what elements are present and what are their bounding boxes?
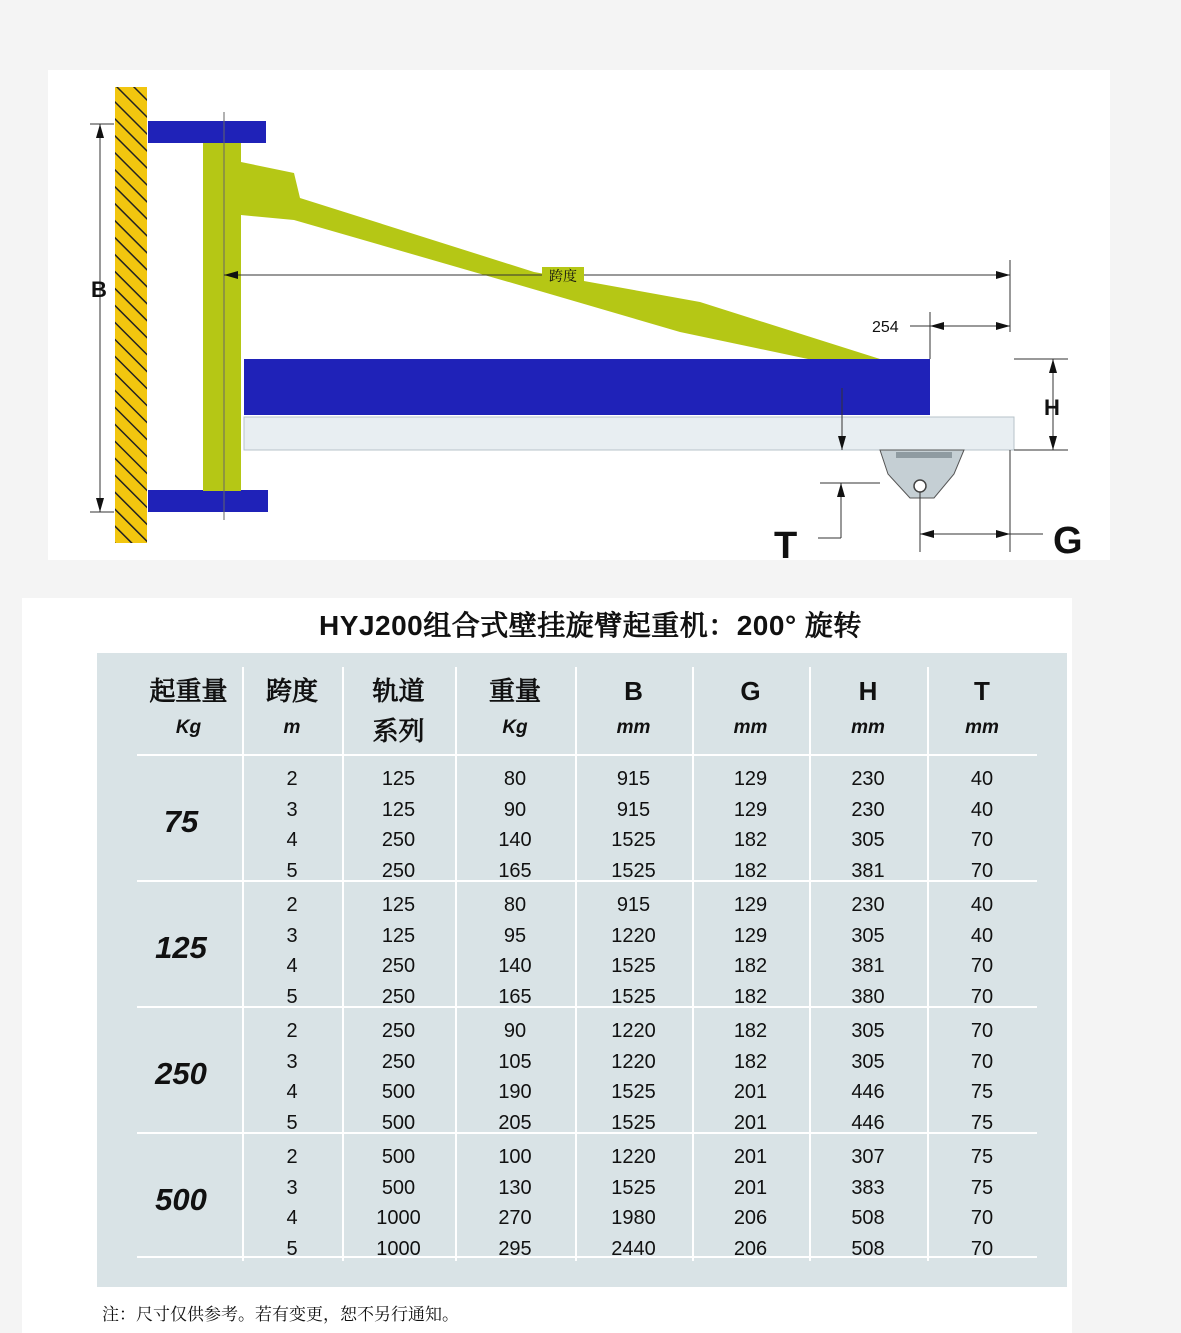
column-header-1 bbox=[242, 671, 342, 739]
column-header-unit: mm bbox=[965, 717, 999, 738]
table-cell: 250 bbox=[381, 859, 416, 882]
table-cell: 80 bbox=[503, 894, 527, 916]
table-cell: 250 bbox=[381, 955, 416, 977]
column-header-label: H bbox=[858, 676, 878, 706]
table-cell: 182 bbox=[733, 1020, 768, 1042]
main-beam bbox=[244, 359, 930, 415]
table-cell: 75 bbox=[970, 1081, 994, 1103]
table-cell: 201 bbox=[733, 1146, 768, 1168]
table-cell: 1000 bbox=[376, 1207, 421, 1229]
table-cell: 3 bbox=[286, 1176, 298, 1199]
table-cell: 125 bbox=[381, 768, 416, 790]
column-header-label: 跨度 bbox=[265, 676, 318, 706]
column-header-label: 轨道 系列 bbox=[372, 676, 425, 746]
table-cell: 182 bbox=[733, 859, 768, 882]
table-cell: 508 bbox=[851, 1207, 885, 1229]
table-cell: 40 bbox=[970, 894, 994, 916]
column-header-unit: mm bbox=[733, 717, 768, 738]
table-cell: 70 bbox=[970, 1207, 994, 1229]
page-title: HYJ200组合式壁挂旋臂起重机：200° 旋转 bbox=[319, 610, 862, 641]
table-cell: 70 bbox=[970, 829, 994, 851]
table-cell: 915 bbox=[616, 768, 651, 790]
column bbox=[203, 143, 241, 491]
column-header-label: T bbox=[974, 676, 990, 706]
table-cell: 305 bbox=[851, 829, 885, 851]
column-header-label: G bbox=[740, 676, 761, 706]
table-cell: 1525 bbox=[611, 859, 656, 882]
table-cell: 1525 bbox=[611, 1081, 656, 1103]
table-cell: 1525 bbox=[611, 955, 656, 977]
table-cell: 182 bbox=[733, 829, 768, 851]
table-cell: 1525 bbox=[611, 1176, 656, 1199]
table-cell: 75 bbox=[970, 1146, 994, 1168]
table-cell: 500 bbox=[381, 1111, 416, 1134]
column-header-unit: Kg bbox=[502, 717, 528, 738]
table-cell: 381 bbox=[851, 859, 885, 882]
column-header-label: 重量 bbox=[488, 676, 541, 706]
table-cell: 915 bbox=[616, 894, 651, 916]
table-cell: 4 bbox=[286, 829, 298, 851]
table-cell: 915 bbox=[616, 798, 651, 821]
dim-B-label: B bbox=[91, 277, 107, 302]
table-cell: 182 bbox=[733, 1050, 768, 1073]
table-cell: 230 bbox=[851, 894, 885, 916]
table-cell: 125 bbox=[381, 894, 416, 916]
table-cell: 165 bbox=[498, 985, 532, 1008]
table-cell: 230 bbox=[851, 798, 885, 821]
column-header-5 bbox=[692, 671, 809, 739]
table-cell: 500 bbox=[381, 1081, 416, 1103]
column-header-7 bbox=[927, 671, 1037, 739]
table-cell: 125 bbox=[381, 798, 416, 821]
table-cell: 500 bbox=[381, 1146, 416, 1168]
table-cell: 70 bbox=[970, 1020, 994, 1042]
table-cell: 4 bbox=[286, 1207, 298, 1229]
table-cell: 70 bbox=[970, 1050, 994, 1073]
capacity-value: 75 bbox=[163, 804, 199, 839]
table-cell: 4 bbox=[286, 1081, 298, 1103]
table-cell: 5 bbox=[286, 859, 298, 882]
capacity-value: 500 bbox=[155, 1182, 207, 1217]
table-cell: 3 bbox=[286, 1050, 298, 1073]
capacity-value: 125 bbox=[155, 930, 207, 965]
table-cell: 446 bbox=[851, 1111, 885, 1134]
table-cell: 182 bbox=[733, 985, 768, 1008]
column-header-label: B bbox=[624, 676, 643, 706]
table-cell: 305 bbox=[851, 924, 885, 947]
table-cell: 2 bbox=[286, 1020, 298, 1042]
trolley bbox=[880, 450, 964, 498]
table-cell: 4 bbox=[286, 955, 298, 977]
table-cell: 2 bbox=[286, 768, 298, 790]
table-cell: 381 bbox=[851, 955, 885, 977]
table-cell: 1525 bbox=[611, 829, 656, 851]
column-header-3 bbox=[455, 671, 575, 739]
table-cell: 129 bbox=[733, 894, 768, 916]
table-cell: 80 bbox=[503, 768, 527, 790]
table-cell: 5 bbox=[286, 985, 298, 1008]
table-cell: 70 bbox=[970, 859, 994, 882]
column-header-4 bbox=[575, 671, 692, 739]
table-cell: 40 bbox=[970, 768, 994, 790]
column-header-unit: mm bbox=[616, 717, 651, 738]
table-cell: 250 bbox=[381, 829, 416, 851]
column-header-label: 起重量 bbox=[149, 676, 228, 706]
table-cell: 90 bbox=[503, 798, 527, 821]
dim-T-label: T bbox=[774, 525, 798, 560]
table-cell: 201 bbox=[733, 1111, 768, 1134]
table-cell: 125 bbox=[381, 924, 416, 947]
table-cell: 205 bbox=[498, 1111, 532, 1134]
table-cell: 75 bbox=[970, 1111, 994, 1134]
table-cell: 165 bbox=[498, 859, 532, 882]
table-cell: 1220 bbox=[611, 1146, 656, 1168]
table-cell: 70 bbox=[970, 985, 994, 1008]
table-cell: 250 bbox=[381, 985, 416, 1008]
table-cell: 129 bbox=[733, 798, 768, 821]
table-cell: 446 bbox=[851, 1081, 885, 1103]
table-cell: 70 bbox=[970, 955, 994, 977]
table-cell: 105 bbox=[498, 1050, 532, 1073]
table-cell: 1220 bbox=[611, 924, 656, 947]
table-cell: 380 bbox=[851, 985, 885, 1008]
table-cell: 1525 bbox=[611, 985, 656, 1008]
bottom-plate bbox=[148, 490, 268, 512]
table-cell: 508 bbox=[851, 1237, 885, 1260]
span-label: 跨度 bbox=[549, 268, 577, 284]
table-cell: 182 bbox=[733, 955, 768, 977]
table-cell: 3 bbox=[286, 924, 298, 947]
table-cell: 295 bbox=[498, 1237, 532, 1260]
spec-table bbox=[97, 653, 1067, 1287]
table-cell: 75 bbox=[970, 1176, 994, 1199]
rail bbox=[244, 417, 1014, 450]
table-cell: 201 bbox=[733, 1081, 768, 1103]
table-cell: 305 bbox=[851, 1020, 885, 1042]
crane-diagram bbox=[48, 70, 1110, 560]
column-header-unit: mm bbox=[851, 717, 885, 738]
table-cell: 1980 bbox=[611, 1207, 656, 1229]
dim-254-label: 254 bbox=[872, 319, 899, 336]
table-cell: 1525 bbox=[611, 1111, 656, 1134]
table-cell: 129 bbox=[733, 924, 768, 947]
table-cell: 1000 bbox=[376, 1237, 421, 1260]
table-cell: 140 bbox=[498, 955, 532, 977]
table-cell: 230 bbox=[851, 768, 885, 790]
wall-hatch bbox=[115, 87, 147, 543]
dim-G-label: G bbox=[1053, 520, 1083, 560]
top-plate bbox=[148, 121, 266, 143]
table-cell: 40 bbox=[970, 924, 994, 947]
column-header-unit: m bbox=[283, 717, 301, 738]
table-cell: 129 bbox=[733, 768, 768, 790]
table-cell: 270 bbox=[498, 1207, 532, 1229]
row-divider bbox=[137, 754, 1037, 756]
table-cell: 95 bbox=[503, 924, 527, 947]
table-cell: 130 bbox=[498, 1176, 532, 1199]
column-header-0 bbox=[135, 671, 242, 739]
diagonal-arm bbox=[241, 162, 880, 359]
table-cell: 140 bbox=[498, 829, 532, 851]
table-cell: 250 bbox=[381, 1050, 416, 1073]
table-cell: 2 bbox=[286, 894, 298, 916]
table-cell: 5 bbox=[286, 1111, 298, 1134]
table-cell: 40 bbox=[970, 798, 994, 821]
table-cell: 2 bbox=[286, 1146, 298, 1168]
column-header-unit: Kg bbox=[175, 717, 202, 738]
table-cell: 70 bbox=[970, 1237, 994, 1260]
table-cell: 305 bbox=[851, 1050, 885, 1073]
table-cell: 1220 bbox=[611, 1050, 656, 1073]
table-cell: 90 bbox=[503, 1020, 527, 1042]
table-cell: 2440 bbox=[611, 1237, 656, 1260]
dim-H-label: H bbox=[1044, 395, 1060, 420]
table-cell: 1220 bbox=[611, 1020, 656, 1042]
table-cell: 206 bbox=[733, 1207, 768, 1229]
table-cell: 5 bbox=[286, 1237, 298, 1260]
table-cell: 100 bbox=[498, 1146, 532, 1168]
table-cell: 307 bbox=[851, 1146, 885, 1168]
table-cell: 500 bbox=[381, 1176, 416, 1199]
column-header-2 bbox=[342, 671, 455, 751]
table-cell: 250 bbox=[381, 1020, 416, 1042]
footnote: 注：尺寸仅供参考。若有变更，恕不另行通知。 bbox=[102, 1305, 459, 1325]
table-cell: 190 bbox=[498, 1081, 532, 1103]
table-cell: 383 bbox=[851, 1176, 885, 1199]
capacity-value: 250 bbox=[155, 1056, 207, 1091]
crane-diagram-svg bbox=[48, 70, 1110, 560]
table-cell: 206 bbox=[733, 1237, 768, 1260]
table-cell: 201 bbox=[733, 1176, 768, 1199]
table-cell: 3 bbox=[286, 798, 298, 821]
column-header-6 bbox=[809, 671, 927, 739]
